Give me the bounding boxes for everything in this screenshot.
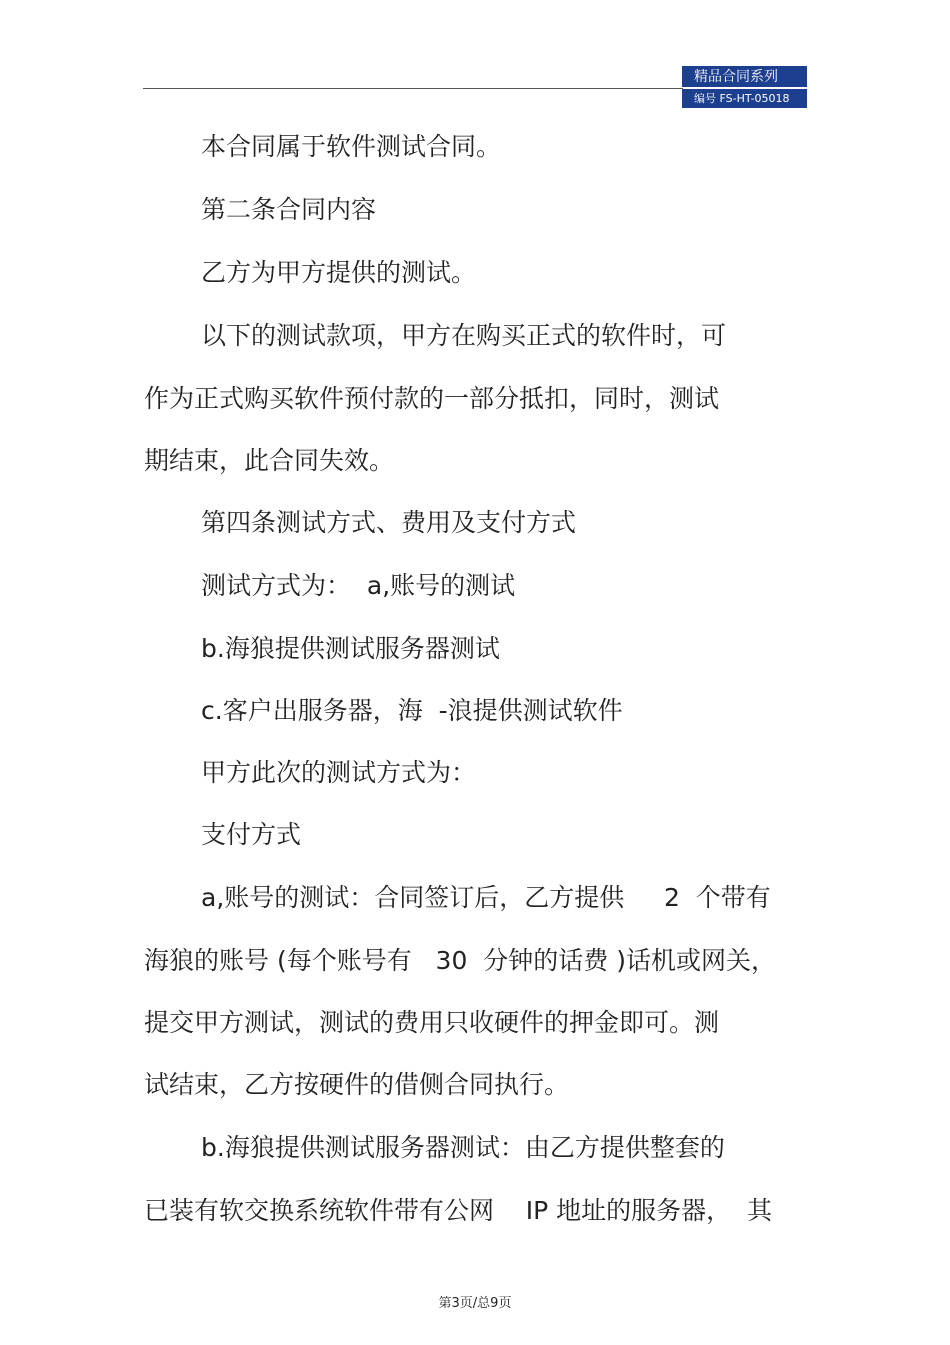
paragraph-line: 以下的测试款项，甲方在购买正式的软件时，可 bbox=[201, 321, 727, 350]
page-indicator: 第3页/总9页 bbox=[438, 1296, 512, 1311]
paragraph-line: 乙方为甲方提供的测试。 bbox=[201, 258, 477, 287]
paragraph-line: a,账号的测试：合同签订后，乙方提供 2 个带有 bbox=[201, 883, 771, 912]
paragraph-line: c.客户出服务器，海 -浪提供测试软件 bbox=[201, 696, 623, 725]
paragraph-line: 海狼的账号 (每个账号有 30 分钟的话费 )话机或网关， bbox=[144, 946, 776, 975]
series-badge: 精品合同系列 bbox=[682, 66, 807, 88]
paragraph-line: 测试方式为： a,账号的测试 bbox=[201, 571, 516, 600]
paragraph-line: b.海狼提供测试服务器测试：由乙方提供整套的 bbox=[201, 1133, 725, 1162]
paragraph-line: 已装有软交换系统软件带有公网 IP 地址的服务器， 其 bbox=[144, 1196, 773, 1225]
paragraph-line: 作为正式购买软件预付款的一部分抵扣，同时，测试 bbox=[144, 384, 720, 413]
paragraph-line: b.海狼提供测试服务器测试 bbox=[201, 634, 500, 663]
document-code-badge: 编号 FS-HT-05018 bbox=[682, 89, 807, 108]
paragraph-line: 支付方式 bbox=[201, 820, 302, 849]
paragraph-line: 甲方此次的测试方式为： bbox=[201, 758, 477, 787]
section-heading: 第四条测试方式、费用及支付方式 bbox=[201, 508, 577, 537]
paragraph-line: 期结束，此合同失效。 bbox=[144, 446, 395, 475]
paragraph-line: 试结束，乙方按硬件的借侧合同执行。 bbox=[144, 1070, 570, 1099]
section-heading: 第二条合同内容 bbox=[201, 195, 377, 224]
header-rule bbox=[143, 88, 683, 89]
paragraph-line: 本合同属于软件测试合同。 bbox=[201, 132, 502, 161]
paragraph-line: 提交甲方测试，测试的费用只收硬件的押金即可。测 bbox=[144, 1008, 720, 1037]
